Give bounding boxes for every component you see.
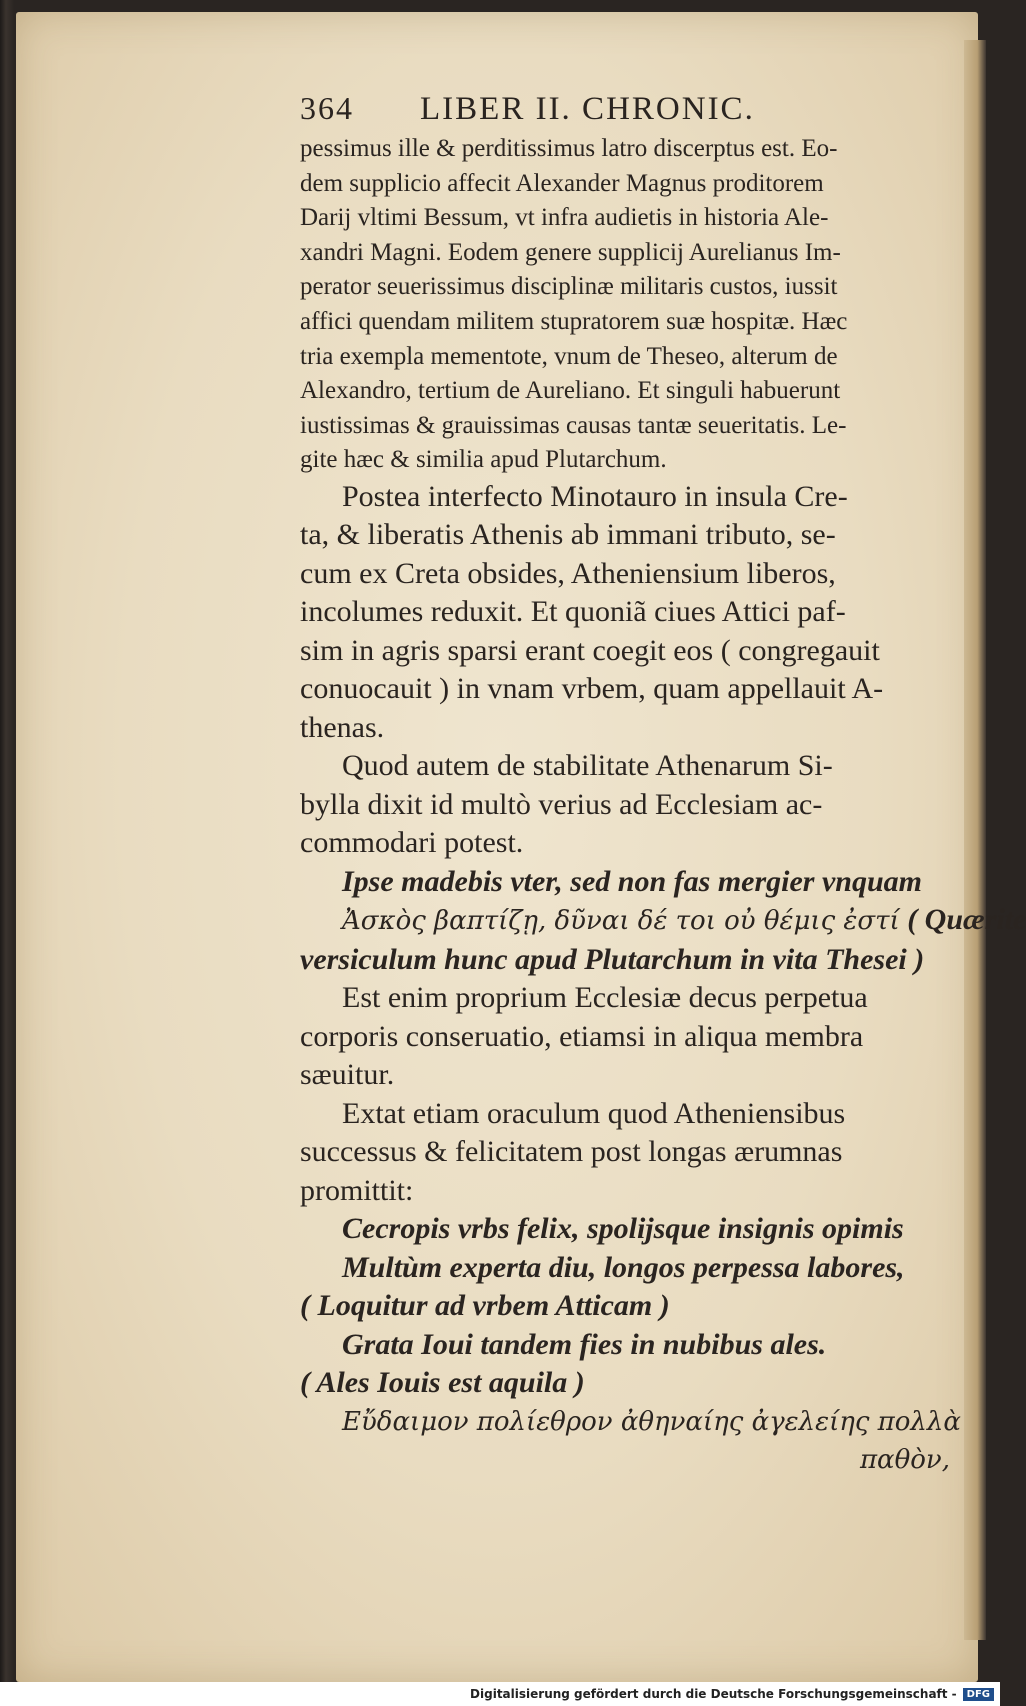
text-line: bylla dixit id multò verius ad Ecclesiam ac- xyxy=(300,787,823,821)
text-line: Quod autem de stabilitate Athenarum Si- xyxy=(342,749,833,783)
latin-verse: Cecropis vrbs felix, spolijsque insignis opimis xyxy=(342,1212,904,1246)
text-line: ta, & liberatis Athenis ab immani tributo, se- xyxy=(300,518,836,552)
verse-note: versiculum hunc apud Plutarchum in vita Thesei ) xyxy=(300,942,925,976)
text-line: xandri Magni. Eodem genere supplicij Aurelianus Im- xyxy=(300,238,841,266)
footer-credit: Digitalisierung gefördert durch die Deutsche Forschungsgemeinschaft - xyxy=(470,1687,957,1701)
page-text xyxy=(300,90,1026,1480)
text-line: sæuitur. xyxy=(300,1058,395,1092)
text-line: dem supplicio affecit Alexander Magnus proditorem xyxy=(300,169,824,197)
text-line: perator seuerissimus disciplinæ militaris custos, iussit xyxy=(300,273,838,301)
latin-verse: Multùm experta diu, longos perpessa labores, xyxy=(342,1250,905,1284)
verse-note: ( Ales Iouis est aquila ) xyxy=(300,1366,585,1400)
paragraph-4 xyxy=(300,979,950,1095)
verse-block-1 xyxy=(300,863,1026,980)
text-line: Postea interfecto Minotauro in insula Cre- xyxy=(342,479,848,513)
folio-number: 364 xyxy=(300,90,354,126)
text-line: affici quendam militem stupratorem suæ hospitæ. Hæc xyxy=(300,307,848,335)
paragraph-2 xyxy=(300,478,950,748)
paragraph-3 xyxy=(300,747,950,863)
paragraph-1 xyxy=(300,132,950,478)
verse-block-2 xyxy=(300,1210,961,1480)
latin-verse: Ipse madebis vter, sed non fas mergier vnquam xyxy=(342,864,923,898)
text-line: tria exempla mementote, vnum de Theseo, alterum de xyxy=(300,342,838,370)
text-line: incolumes reduxit. Et quoniã ciues Attici paf- xyxy=(300,595,846,629)
text-line: successus & felicitatem post longas ærumnas xyxy=(300,1135,843,1169)
text-line: commodari potest. xyxy=(300,826,524,860)
page-header xyxy=(300,90,950,132)
text-line: Alexandro, tertium de Aureliano. Et singuli habuerunt xyxy=(300,377,841,405)
footer-bar xyxy=(0,1682,1000,1706)
verse-note: ( Loquitur ad vrbem Atticam ) xyxy=(300,1289,670,1323)
verse-note-open: ( Quærite xyxy=(907,903,1026,937)
latin-verse: Grata Ioui tandem fies in nubibus ales. xyxy=(342,1327,827,1361)
text-line: corporis conseruatio, etiamsi in aliqua membra xyxy=(300,1019,864,1053)
text-line: Est enim proprium Ecclesiæ decus perpetua xyxy=(342,981,868,1015)
paragraph-5 xyxy=(300,1095,950,1211)
page-edge xyxy=(964,40,986,1640)
dfg-logo: DFG xyxy=(963,1688,994,1701)
text-line: thenas. xyxy=(300,710,385,744)
text-line: promittit: xyxy=(300,1173,414,1207)
text-line: gite hæc & similia apud Plutarchum. xyxy=(300,446,667,474)
greek-verse: Εὔδαιμον πολίεθρον ἀθηναίης ἀγελείης πολλὰ xyxy=(342,1406,961,1437)
text-line: cum ex Creta obsides, Atheniensium liberos, xyxy=(300,556,836,590)
text-line: conuocauit ) in vnam vrbem, quam appellauit A- xyxy=(300,672,884,706)
text-line: sim in agris sparsi erant coegit eos ( congregauit xyxy=(300,633,880,667)
greek-verse: Ἀσκὸς βαπτίζῃ, δῦναι δέ τοι οὐ θέμις ἐστί xyxy=(342,906,900,937)
text-line: Extat etiam oraculum quod Atheniensibus xyxy=(342,1096,846,1130)
greek-verse-line xyxy=(300,901,1026,941)
text-line: iustissimas & grauissimas causas tantæ seueritatis. Le- xyxy=(300,411,847,439)
running-head: LIBER II. CHRONIC. xyxy=(420,91,755,127)
greek-verse: παθὸν, xyxy=(859,1445,950,1476)
text-line: pessimus ille & perditissimus latro discerptus est. Eo- xyxy=(300,135,838,162)
text-line: Darij vltimi Bessum, vt infra audietis in historia Ale- xyxy=(300,204,829,232)
